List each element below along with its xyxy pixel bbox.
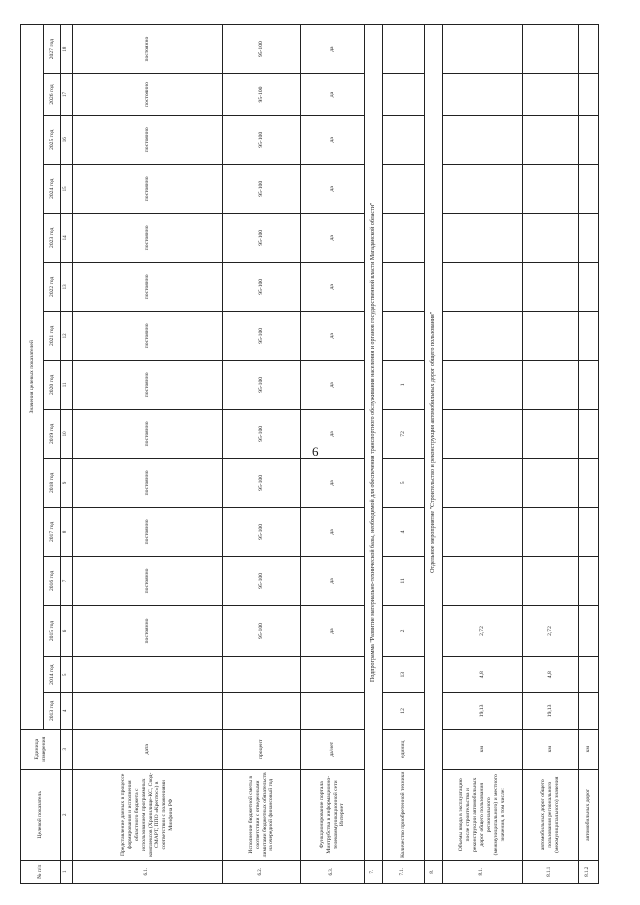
value-cell — [443, 556, 523, 605]
value-cell: 95-100 — [223, 311, 301, 360]
value-cell: да — [301, 213, 365, 262]
year-header: 2018 год — [44, 458, 61, 507]
table-row — [443, 25, 523, 884]
value-cell: постоянно — [73, 556, 223, 605]
row-unit: км — [443, 729, 523, 769]
value-cell — [301, 657, 365, 693]
value-cell — [523, 458, 579, 507]
value-cell: постоянно — [73, 74, 223, 116]
value-cell — [383, 164, 425, 213]
column-number: 4 — [61, 693, 73, 729]
value-cell — [579, 74, 599, 116]
value-cell: постоянно — [73, 164, 223, 213]
year-header: 2017 год — [44, 507, 61, 556]
value-cell: да — [301, 556, 365, 605]
value-cell: 1 — [383, 360, 425, 409]
year-header: 2026 год — [44, 74, 61, 116]
value-cell: постоянно — [73, 458, 223, 507]
year-header: 2024 год — [44, 164, 61, 213]
value-cell — [523, 507, 579, 556]
value-cell — [523, 556, 579, 605]
section-number: 8. — [425, 860, 443, 883]
column-number: 3 — [61, 729, 73, 769]
table-row — [579, 25, 599, 884]
value-cell — [523, 409, 579, 458]
column-number: 10 — [61, 409, 73, 458]
value-cell: да — [301, 164, 365, 213]
table-row — [73, 25, 223, 884]
value-cell — [383, 311, 425, 360]
column-number: 6 — [61, 605, 73, 656]
value-cell: 95-100 — [223, 25, 301, 74]
year-header: 2027 год — [44, 25, 61, 74]
header-num: № п/п — [21, 860, 61, 883]
column-number: 18 — [61, 25, 73, 74]
value-cell — [523, 25, 579, 74]
value-cell: да — [301, 115, 365, 164]
row-number: 6.3. — [301, 860, 365, 883]
row-indicator: Функционирование портала Минтрубства в информационно-телекоммуникационной сети Интернет — [301, 770, 365, 861]
value-cell — [523, 164, 579, 213]
value-cell — [579, 164, 599, 213]
value-cell: да — [301, 25, 365, 74]
value-cell: 95-100 — [223, 360, 301, 409]
value-cell — [579, 25, 599, 74]
section-row — [365, 25, 383, 884]
value-cell: постоянно — [73, 605, 223, 656]
value-cell: 4,8 — [443, 657, 523, 693]
value-cell — [443, 74, 523, 116]
year-header: 2022 год — [44, 262, 61, 311]
row-number: 8.1.1 — [523, 860, 579, 883]
indicators-table — [20, 24, 599, 884]
value-cell: 95-100 — [223, 164, 301, 213]
value-cell — [301, 693, 365, 729]
value-cell: постоянно — [73, 360, 223, 409]
row-number: 7.1. — [383, 860, 425, 883]
value-cell — [579, 605, 599, 656]
value-cell: да — [301, 311, 365, 360]
value-cell: постоянно — [73, 507, 223, 556]
value-cell — [579, 311, 599, 360]
value-cell: 95-100 — [223, 409, 301, 458]
row-number: 6.1. — [73, 860, 223, 883]
value-cell: 95-100 — [223, 213, 301, 262]
value-cell: 13 — [383, 657, 425, 693]
value-cell: 11 — [383, 556, 425, 605]
value-cell — [443, 115, 523, 164]
value-cell: постоянно — [73, 115, 223, 164]
row-number: 8.1. — [443, 860, 523, 883]
header-indicator: Целевой показатель — [21, 770, 61, 861]
row-unit: процент — [223, 729, 301, 769]
value-cell — [523, 360, 579, 409]
value-cell: постоянно — [73, 409, 223, 458]
value-cell — [383, 262, 425, 311]
column-number: 11 — [61, 360, 73, 409]
row-unit: дата — [73, 729, 223, 769]
value-cell: да — [301, 409, 365, 458]
value-cell: да — [301, 605, 365, 656]
value-cell — [579, 262, 599, 311]
value-cell: 19,13 — [523, 693, 579, 729]
value-cell — [579, 409, 599, 458]
value-cell — [523, 262, 579, 311]
column-number: 9 — [61, 458, 73, 507]
value-cell: 19,13 — [443, 693, 523, 729]
year-header: 2021 год — [44, 311, 61, 360]
value-cell — [383, 25, 425, 74]
value-cell — [443, 164, 523, 213]
year-header: 2023 год — [44, 213, 61, 262]
row-indicator: Представление данных в процессе формирования и исполнения областного бюджета с использованием программных комплексов (Хранилище-КС, Свод-СМАРТ, ППО «Крептос») в соответствии с положениями Минфина РФ — [73, 770, 223, 861]
value-cell: 72 — [383, 409, 425, 458]
value-cell: постоянно — [73, 213, 223, 262]
value-cell: 95-100 — [223, 458, 301, 507]
value-cell — [443, 458, 523, 507]
column-numbers-row — [61, 25, 73, 884]
rotated-table-wrapper — [20, 24, 591, 884]
value-cell — [73, 693, 223, 729]
value-cell — [223, 657, 301, 693]
row-indicator: Исполнение бюджетной сметы в соответствии с отведенными лимитами бюджетных обязательств на очередной финансовый год — [223, 770, 301, 861]
column-number: 5 — [61, 657, 73, 693]
value-cell: да — [301, 74, 365, 116]
row-indicator: Объемы ввода в эксплуатацию после строительства и реконструкции автомобильных дорог общего пользования регионального (межмуниципального) и местного значения, в том числе: — [443, 770, 523, 861]
page-number: 6 — [312, 444, 319, 459]
column-number: 17 — [61, 74, 73, 116]
value-cell — [73, 657, 223, 693]
value-cell — [443, 213, 523, 262]
year-header: 2020 год — [44, 360, 61, 409]
row-unit: единиц — [383, 729, 425, 769]
value-cell — [383, 213, 425, 262]
value-cell: 95-100 — [223, 605, 301, 656]
value-cell: 95-100 — [223, 115, 301, 164]
value-cell: постоянно — [73, 311, 223, 360]
column-number: 1 — [61, 860, 73, 883]
column-number: 12 — [61, 311, 73, 360]
value-cell: 5 — [383, 458, 425, 507]
value-cell: да — [301, 360, 365, 409]
header-row-1 — [21, 25, 44, 884]
year-header: 2025 год — [44, 115, 61, 164]
value-cell: да — [301, 458, 365, 507]
column-number: 7 — [61, 556, 73, 605]
value-cell: 12 — [383, 693, 425, 729]
column-number: 13 — [61, 262, 73, 311]
value-cell: постоянно — [73, 262, 223, 311]
row-unit: км — [579, 729, 599, 769]
value-cell: 4,8 — [523, 657, 579, 693]
table-row — [301, 25, 365, 884]
section-title: Отдельное мероприятие "Строительство и реконструкция автомобильных дорог общего пользования" — [425, 25, 443, 861]
landscape-sheet — [20, 24, 591, 884]
value-cell — [579, 213, 599, 262]
value-cell: постоянно — [73, 25, 223, 74]
value-cell — [523, 115, 579, 164]
value-cell — [443, 311, 523, 360]
value-cell — [579, 360, 599, 409]
value-cell — [579, 693, 599, 729]
row-number: 6.2. — [223, 860, 301, 883]
value-cell — [579, 657, 599, 693]
table-row — [523, 25, 579, 884]
year-header: 2014 год — [44, 657, 61, 693]
table-row — [383, 25, 425, 884]
column-number: 14 — [61, 213, 73, 262]
column-number: 8 — [61, 507, 73, 556]
value-cell — [383, 74, 425, 116]
table-row — [223, 25, 301, 884]
year-header: 2019 год — [44, 409, 61, 458]
value-cell — [523, 311, 579, 360]
year-header: 2013 год — [44, 693, 61, 729]
row-indicator: автомобильных дорог общего пользования регионального (межмуниципального) значения — [523, 770, 579, 861]
header-values-group: Значения целевых показателей — [21, 25, 44, 730]
row-indicator: автомобильных дорог — [579, 770, 599, 861]
value-cell — [443, 409, 523, 458]
value-cell: да — [301, 507, 365, 556]
row-number: 8.1.2 — [579, 860, 599, 883]
value-cell — [523, 213, 579, 262]
value-cell — [523, 74, 579, 116]
column-number: 15 — [61, 164, 73, 213]
value-cell: 95-100 — [223, 556, 301, 605]
value-cell — [443, 262, 523, 311]
value-cell — [579, 115, 599, 164]
column-number: 2 — [61, 770, 73, 861]
row-indicator: Количество приобретенной техники — [383, 770, 425, 861]
value-cell — [579, 556, 599, 605]
value-cell — [579, 507, 599, 556]
value-cell: 2,72 — [523, 605, 579, 656]
year-header: 2016 год — [44, 556, 61, 605]
value-cell: 2,72 — [443, 605, 523, 656]
value-cell: 95-100 — [223, 74, 301, 116]
value-cell — [443, 507, 523, 556]
value-cell — [223, 693, 301, 729]
header-unit: Единица измерения — [21, 729, 61, 769]
year-header: 2015 год — [44, 605, 61, 656]
value-cell: 95-100 — [223, 507, 301, 556]
value-cell — [443, 360, 523, 409]
value-cell — [383, 115, 425, 164]
value-cell — [579, 458, 599, 507]
row-unit: да/нет — [301, 729, 365, 769]
section-row — [425, 25, 443, 884]
value-cell: 4 — [383, 507, 425, 556]
section-title: Подпрограмма "Развитие материально-технической базы, необходимой для обеспечения транспортного обслуживания населения и органов государственной власти Магаданской области" — [365, 25, 383, 861]
value-cell: 2 — [383, 605, 425, 656]
row-unit: км — [523, 729, 579, 769]
value-cell: 95-100 — [223, 262, 301, 311]
section-number: 7. — [365, 860, 383, 883]
value-cell: да — [301, 262, 365, 311]
value-cell — [443, 25, 523, 74]
column-number: 16 — [61, 115, 73, 164]
